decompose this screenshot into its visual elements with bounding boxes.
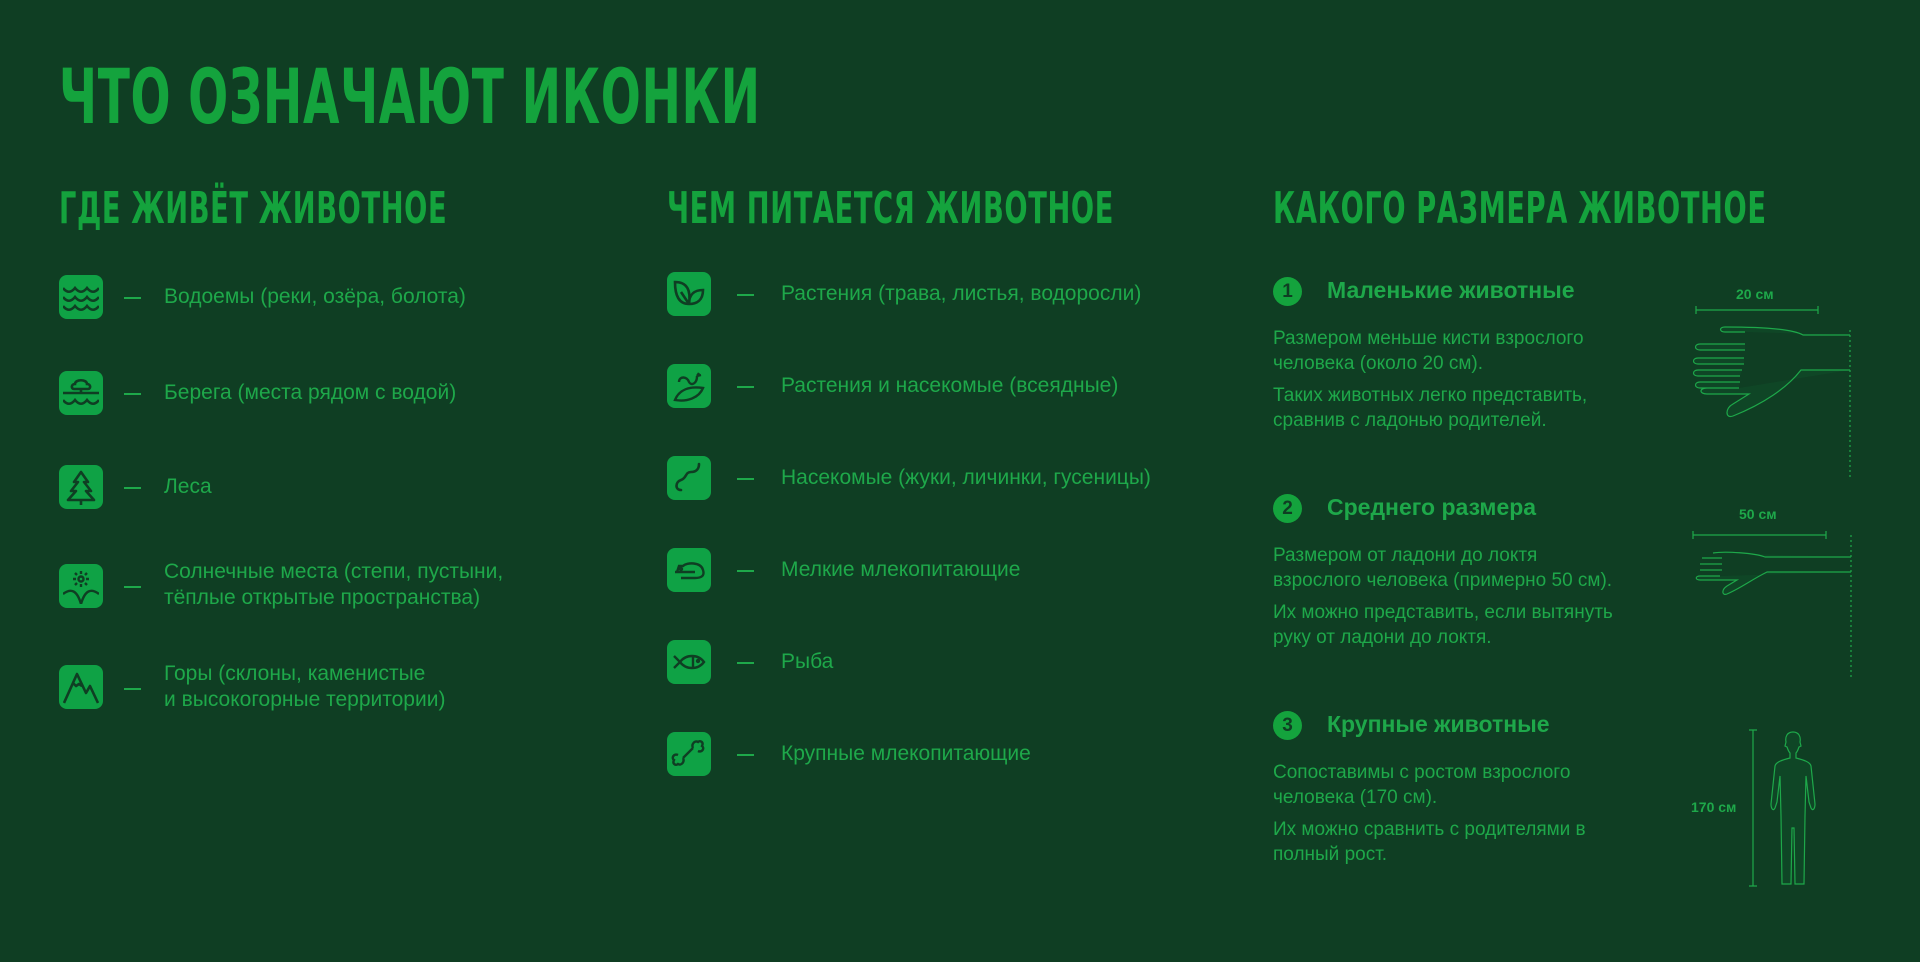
diet-label: Крупные млекопитающие — [781, 742, 1031, 765]
step-number: 2 — [1273, 494, 1302, 523]
measure-label: 20 см — [1736, 286, 1774, 302]
habitat-label: Водоемы (реки, озёра, болота) — [164, 285, 466, 308]
habitat-label: Берега (места рядом с водой) — [164, 381, 457, 404]
size-desc: руку от ладони до локтя. — [1273, 627, 1492, 648]
size-desc: Размером меньше кисти взрослого — [1273, 328, 1584, 349]
diet-label: Растения и насекомые (всеядные) — [781, 374, 1119, 397]
size-title: Маленькие животные — [1327, 277, 1575, 303]
fish-icon — [667, 640, 711, 684]
size-desc: сравнив с ладонью родителей. — [1273, 410, 1547, 431]
bone-icon — [667, 732, 711, 776]
dash — [124, 393, 141, 395]
dash — [124, 688, 141, 690]
hand-illustration — [1690, 300, 1860, 480]
size-desc: Сопоставимы с ростом взрослого — [1273, 762, 1571, 783]
worm-icon — [667, 456, 711, 500]
size-desc: взрослого человека (примерно 50 см). — [1273, 570, 1613, 591]
diet-label: Мелкие млекопитающие — [781, 558, 1021, 581]
size-title: Крупные животные — [1327, 711, 1550, 737]
size-desc: Размером от ладони до локтя — [1273, 545, 1538, 566]
dash — [737, 570, 754, 572]
diet-label: Растения (трава, листья, водоросли) — [781, 282, 1142, 305]
diet-heading: ЧЕМ ПИТАЕТСЯ ЖИВОТНОЕ — [667, 183, 1114, 234]
size-heading: КАКОГО РАЗМЕРА ЖИВОТНОЕ — [1273, 183, 1767, 234]
measure-label: 170 см — [1691, 799, 1737, 815]
dash — [737, 662, 754, 664]
mountain-icon — [59, 665, 103, 709]
size-desc: человека (около 20 см). — [1273, 353, 1484, 374]
leaf-worm-icon — [667, 364, 711, 408]
size-desc: Их можно сравнить с родителями в — [1273, 819, 1586, 840]
dash — [124, 297, 141, 299]
size-desc: Их можно представить, если вытянуть — [1273, 602, 1613, 623]
step-number: 1 — [1273, 277, 1302, 306]
step-number: 3 — [1273, 711, 1302, 740]
dash — [737, 294, 754, 296]
habitat-heading: ГДЕ ЖИВЁТ ЖИВОТНОЕ — [59, 183, 448, 234]
dash — [124, 586, 141, 588]
dash — [124, 487, 141, 489]
shore-icon — [59, 371, 103, 415]
tree-icon — [59, 465, 103, 509]
diet-label: Насекомые (жуки, личинки, гусеницы) — [781, 466, 1151, 489]
measure-label: 50 см — [1739, 506, 1777, 522]
habitat-label: и высокогорные территории) — [164, 688, 446, 711]
diet-label: Рыба — [781, 650, 834, 673]
person-illustration — [1745, 728, 1835, 890]
size-title: Среднего размера — [1327, 494, 1537, 520]
habitat-label: Солнечные места (степи, пустыни, — [164, 560, 504, 583]
dash — [737, 478, 754, 480]
water-waves-icon — [59, 275, 103, 319]
leaves-icon — [667, 272, 711, 316]
dash — [737, 386, 754, 388]
size-desc: Таких животных легко представить, — [1273, 385, 1588, 406]
habitat-label: Леса — [164, 475, 212, 498]
mouse-icon — [667, 548, 711, 592]
arm-illustration — [1690, 525, 1860, 685]
sun-field-icon — [59, 564, 103, 608]
dash — [737, 754, 754, 756]
size-desc: полный рост. — [1273, 844, 1388, 865]
habitat-label: Горы (склоны, каменистые — [164, 662, 426, 685]
page-title: ЧТО ОЗНАЧАЮТ ИКОНКИ — [59, 52, 761, 141]
habitat-label: тёплые открытые пространства) — [164, 586, 481, 609]
size-desc: человека (170 см). — [1273, 787, 1438, 808]
